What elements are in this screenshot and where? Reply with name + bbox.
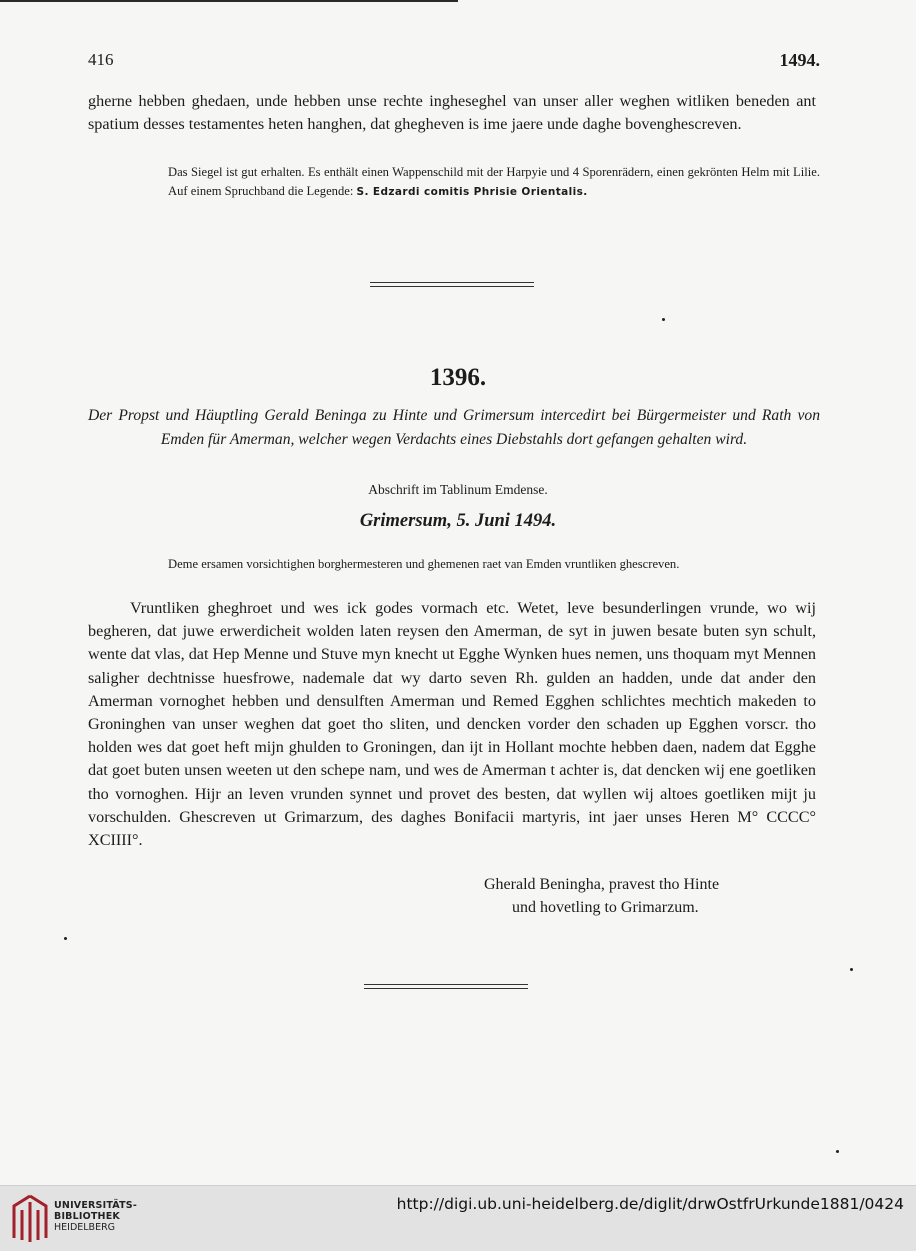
running-header [88,50,820,74]
previous-document-ending: gherne hebben ghedaen, unde hebben unse rechte ingheseghel van unser aller weghen witliken beneden ant spatium desses testamentes heten hanghen, dat ghegheven is ime jaere unde daghe bovenghescreven. [88,92,816,134]
letter-body [88,597,816,852]
signature-line-1: Gherald Beningha, pravest tho Hinte [484,876,720,893]
document-dateline: Grimersum, 5. Juni 1494. [359,511,557,531]
letter-text: Vruntliken gheghroet und wes ick godes vormach etc. Wetet, leve besunderlingen vrunde, wo wij begheren, dat juwe erwerdicheit wolden laten reysen den Amerman, de syt in juwen besate buten syn schult, wente dat vlas, dat Hep Menne und Stuve myn knecht ut Egghe Wynken hues nemen, uns thoquam myt Mennen saligher dechtnisse huesfrowe, nademale dat wy darto seven Rh. gulden an hadden, unde dat ander den Amerman vornoghet hebben und densulften Amerman und Remed Egghen schlichtes mechtich makeden to Groninghen van unser weghen dat goet tho sliten, und dencken vorder den schaden up Egghen vorscr. tho holden wes dat goet heft mijn ghulden to Groningen, dan ijt in Hollant mochte hebben daen, nadem dat Egghe dat goet buten unsen weeten ut den schepe nam, und wes de Amerman t achter is, dat dencken wij ene goetliken tho vornoghen. Hijr an leven vrunden synnet und provet des besten, dat wyllen wij altoes goetliken mijt ju vorschulden. Ghescreven ut Grimarzum, des daghes Bonifacii martyris, int jaer unses Heren M° CCCC° XCIIII°. [88,599,816,850]
permalink-url[interactable]: http://digi.ub.uni-heidelberg.de/diglit/drwOstfrUrkunde1881/0424 [396,1195,904,1213]
document-source: Abschrift im Tablinum Emdense. [368,482,548,497]
library-name-line-1: UNIVERSITÄTS- [54,1200,137,1211]
end-divider [364,984,528,989]
library-name [54,1200,137,1233]
scan-speck [662,318,665,321]
scan-speck [836,1150,839,1153]
viewer-footer [0,1185,916,1251]
section-divider [370,282,534,287]
scan-speck [850,968,853,971]
library-name-line-3: HEIDELBERG [54,1222,116,1233]
page-number: 416 [88,50,114,69]
document-number: 1396. [429,364,487,391]
running-year: 1494. [779,50,820,70]
signature-line-2: und hovetling to Grimarzum. [512,899,699,916]
university-library-logo-icon [10,1192,50,1244]
letter-address: Deme ersamen vorsichtighen borghermesteren und ghemenen raet van Emden vruntliken ghescreven. [168,557,680,571]
document-regest: Der Propst und Häuptling Gerald Beninga zu Hinte und Grimersum intercedirt bei Bürgermeister und Rath von Emden für Amerman, welcher wegen Verdachts eines Diebstahls dort gefangen gehalten wird. [88,407,820,448]
scan-speck [64,937,67,940]
seal-legend: S. Edzardi comitis Phrisie Orientalis. [356,186,588,198]
scan-edge-rule [0,0,458,2]
seal-note [168,163,820,202]
signature-block [484,873,719,919]
seal-note-text: Das Siegel ist gut erhalten. Es enthält einen Wappenschild mit der Harpyie und 4 Sporenrädern, einen gekrönten Helm mit Lilie. Auf einem Spruchband die Legende: [168,165,820,198]
library-name-line-2: BIBLIOTHEK [54,1211,120,1222]
